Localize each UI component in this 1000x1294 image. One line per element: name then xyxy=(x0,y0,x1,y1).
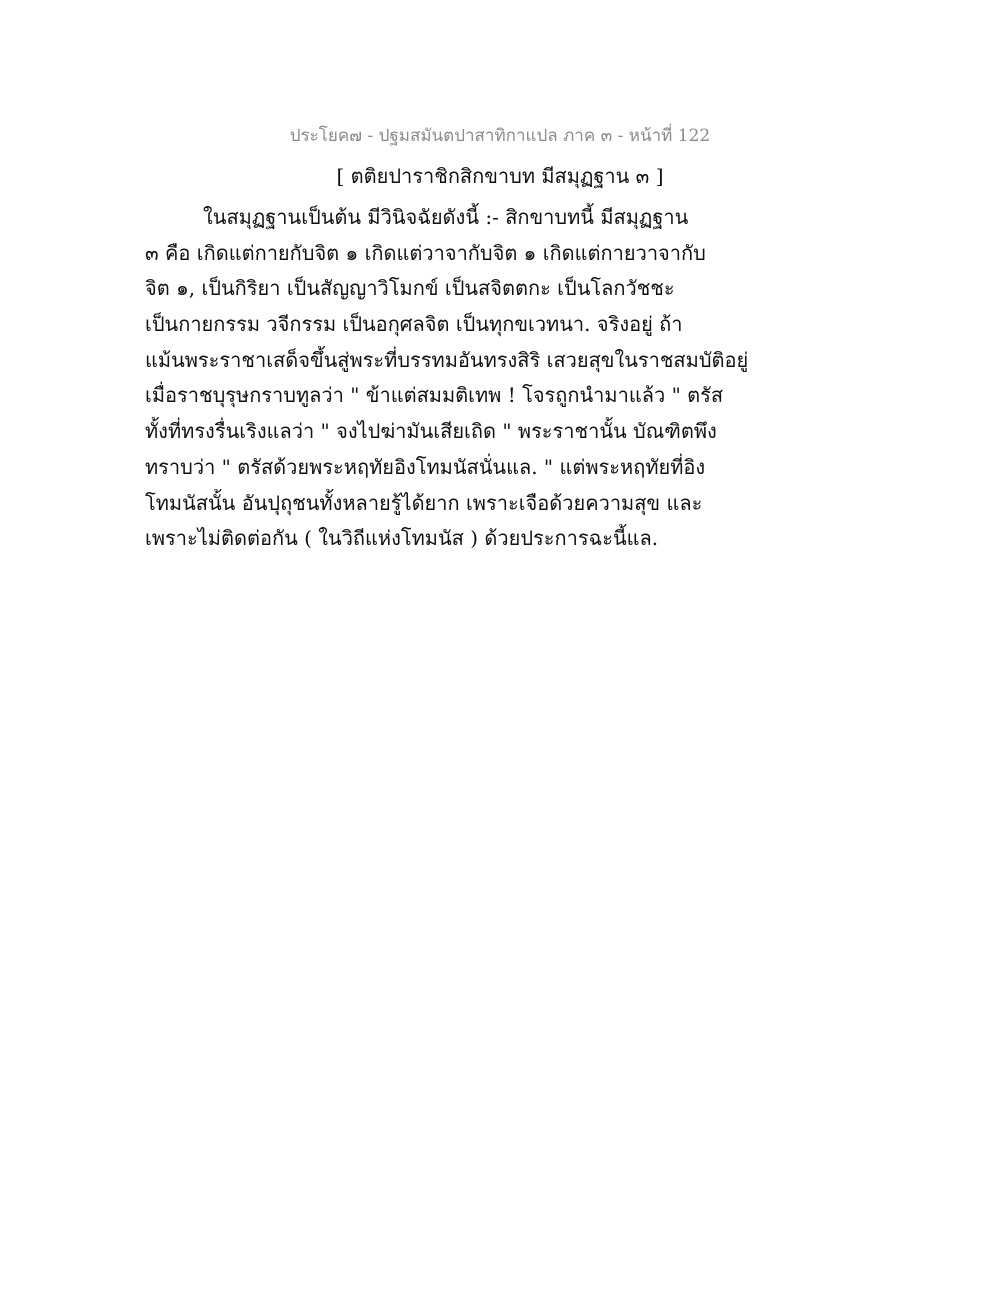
body-line: ในสมุฏฐานเป็นต้น มีวินิจฉัยดังนี้ :- สิกขาบทนี้ มีสมุฏฐาน xyxy=(203,205,689,229)
body-line: ๓ คือ เกิดแต่กายกับจิต ๑ เกิดแต่วาจากับจิต ๑ เกิดแต่กายวาจากับ xyxy=(145,240,706,265)
body-line: โทมนัสนั้น อันปุถุชนทั้งหลายรู้ได้ยาก เพราะเจือด้วยความสุข และ xyxy=(145,490,703,515)
body-paragraph xyxy=(145,200,749,557)
body-line: เพราะไม่ติดต่อกัน ( ในวิถีแห่งโทมนัส ) ด้วยประการฉะนี้แล. xyxy=(145,526,659,551)
running-header: ประโยค๗ - ปฐมสมันตปาสาทิกาแปล ภาค ๓ - หน้าที่ 122 xyxy=(289,126,711,146)
section-title: [ ตติยปาราชิกสิกขาบท มีสมุฏฐาน ๓ ] xyxy=(336,164,664,188)
body-line: เมื่อราชบุรุษกราบทูลว่า " ข้าแต่สมมติเทพ ! โจรถูกนำมาแล้ว " ตรัส xyxy=(145,383,724,408)
body-line: ทราบว่า " ตรัสด้วยพระหฤทัยอิงโทมนัสนั่นแล. " แต่พระหฤทัยที่อิง xyxy=(145,454,706,479)
body-line: แม้นพระราชาเสด็จขึ้นสู่พระที่บรรทมอันทรงสิริ เสวยสุขในราชสมบัติอยู่ xyxy=(145,347,749,372)
body-line: ทั้งที่ทรงรื่นเริงแลว่า " จงไปฆ่ามันเสียเถิด " พระราชานั้น บัณฑิตพึง xyxy=(145,419,717,444)
body-line: เป็นกายกรรม วจีกรรม เป็นอกุศลจิต เป็นทุกขเวทนา. จริงอยู่ ถ้า xyxy=(145,312,683,337)
body-line: จิต ๑, เป็นกิริยา เป็นสัญญาวิโมกข์ เป็นสจิตตกะ เป็นโลกวัชชะ xyxy=(145,276,675,301)
